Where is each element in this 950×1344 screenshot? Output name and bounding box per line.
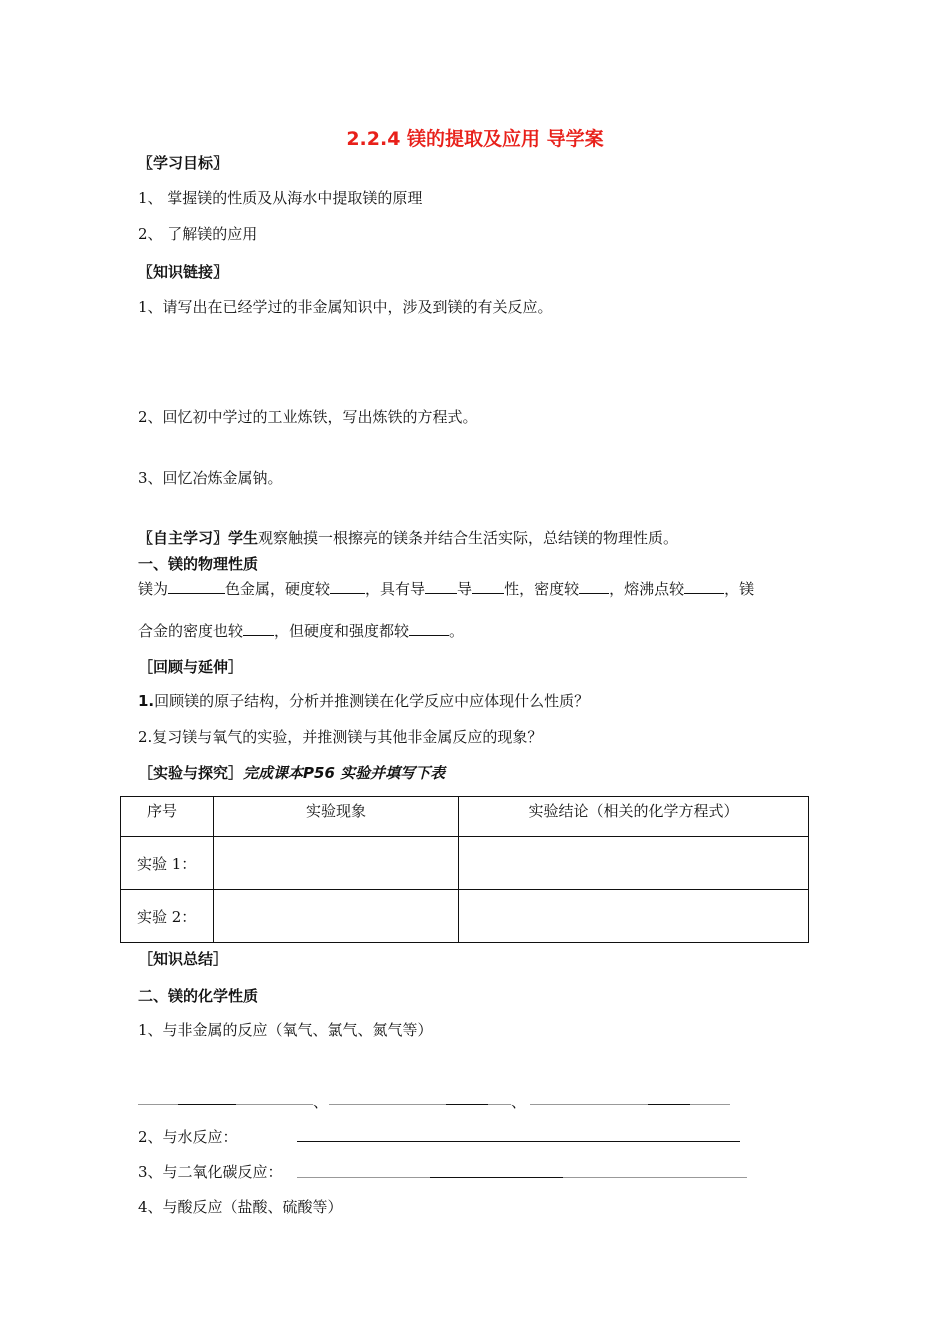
conclusion-cell[interactable] [459,890,809,943]
self-study-line [138,528,678,548]
fill-text: ，具有导 [365,580,426,598]
conclusion-cell[interactable] [459,837,809,890]
header-cell-conclusion: 实验结论（相关的化学方程式） [459,797,809,837]
physical-line-1 [138,578,754,599]
goals-heading: 〖学习目标〗 [138,154,229,172]
chem-item-4: 4、与酸反应（盐酸、硫酸等） [138,1198,343,1216]
fill-text: 镁为 [138,580,169,598]
goal-item-1: 1、 掌握镁的性质及从海水中提取镁的原理 [138,189,423,207]
experiment-table [120,796,809,943]
row-label: 实验 2： [121,890,214,943]
answer-line[interactable] [178,1104,236,1105]
chem-item-1: 1、与非金属的反应（氧气、氯气、氮气等） [138,1021,433,1039]
answer-blank[interactable] [579,578,609,594]
chem-heading: 二、镁的化学性质 [138,987,259,1005]
header-cell-phenomenon: 实验现象 [214,797,459,837]
self-study-heading: 〖自主学习〗 [138,529,229,547]
phenomenon-cell[interactable] [214,890,459,943]
answer-line[interactable] [297,1141,740,1142]
review-heading: ［回顾与延伸］ [138,658,244,676]
self-study-text: 观察触摸一根擦亮的镁条并结合生活实际，总结镁的物理性质。 [258,529,679,547]
physical-heading: 一、镁的物理性质 [138,555,259,573]
separator: 、 [511,1093,527,1111]
fill-text: 导 [457,580,473,598]
answer-blank[interactable] [409,620,449,636]
fill-text: 色金属，硬度较 [225,580,331,598]
chem-item-3: 3、与二氧化碳反应： [138,1163,283,1181]
answer-line[interactable] [446,1104,488,1105]
answer-blank[interactable] [684,578,724,594]
phenomenon-cell[interactable] [214,837,459,890]
answer-blank[interactable] [330,578,365,594]
goal-item-2: 2、 了解镁的应用 [138,225,258,243]
link-item-1: 1、请写出在已经学过的非金属知识中，涉及到镁的有关反应。 [138,298,553,316]
fill-text: ，熔沸点较 [609,580,685,598]
review-q1-text: 回顾镁的原子结构，分析并推测镁在化学反应中应体现什么性质？ [154,692,590,710]
fill-text: ，但硬度和强度都较 [274,622,410,640]
experiment-subtitle: 完成课本P56 实验并填写下表 [243,764,446,782]
fill-text: ，镁 [724,580,755,598]
review-q1 [138,691,589,711]
table-row [121,837,809,890]
answer-blank[interactable] [243,620,274,636]
link-item-2: 2、回忆初中学过的工业炼铁，写出炼铁的方程式。 [138,408,478,426]
self-study-lead: 学生 [228,529,259,547]
experiment-heading: ［实验与探究］ [138,764,244,782]
fill-text: 性，密度较 [504,580,580,598]
answer-blank[interactable] [425,578,457,594]
answer-blank[interactable] [168,578,225,594]
separator: 、 [313,1093,329,1111]
summary-heading: ［知识总结］ [138,950,229,968]
table-row [121,890,809,943]
answer-line[interactable] [430,1177,563,1178]
table-header-row [121,797,809,837]
experiment-heading-line [138,763,445,783]
fill-text: 合金的密度也较 [138,622,244,640]
links-heading: 〖知识链接〗 [138,263,229,281]
row-label: 实验 1： [121,837,214,890]
answer-line[interactable] [648,1104,690,1105]
answer-line[interactable] [530,1104,730,1105]
header-cell-number: 序号 [121,797,214,837]
fill-text: 。 [449,622,465,640]
link-item-3: 3、回忆冶炼金属钠。 [138,469,283,487]
review-q1-number: 1. [138,692,155,710]
physical-line-2 [138,620,464,641]
chem-item-2: 2、与水反应： [138,1128,238,1146]
answer-blank[interactable] [472,578,504,594]
review-q2: 2.复习镁与氧气的实验，并推测镁与其他非金属反应的现象？ [138,728,543,746]
page-title: 2.2.4 镁的提取及应用 导学案 [346,128,604,150]
